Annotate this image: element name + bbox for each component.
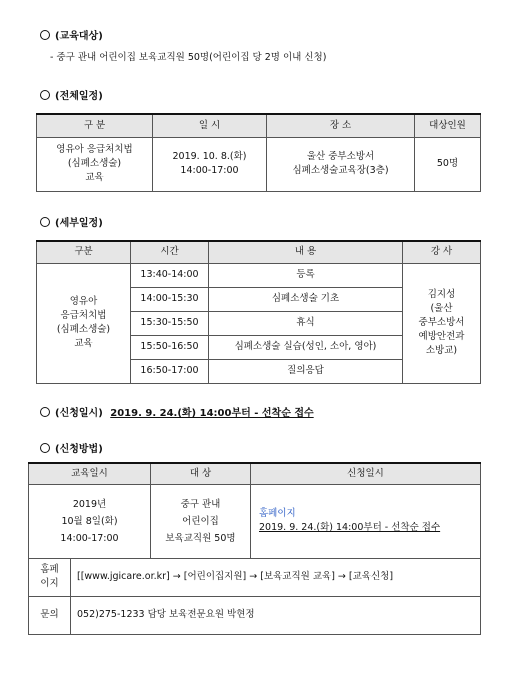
detail-time: 16:50-17:00 [131, 359, 209, 383]
overall-header-people: 대상인원 [415, 114, 481, 137]
detail-time: 14:00-15:30 [131, 287, 209, 311]
homepage-link[interactable]: 홈페이지 [259, 508, 296, 519]
target-description: - 중구 관내 어린이집 보육교직원 50명(어린이집 당 2명 이내 신청) [50, 52, 327, 63]
overall-header-place: 장 소 [267, 114, 415, 137]
section-heading-overall: (전체일정) [40, 87, 103, 102]
homepage-path[interactable]: [[www.jgicare.or.kr] → [어린이집지원] → [보육교직원 교육] → [교육신청] [71, 558, 481, 596]
apply-header-target: 대 상 [151, 463, 251, 484]
circle-icon [40, 90, 50, 100]
detail-content: 등록 [209, 263, 403, 287]
apply-edu-datetime-cell: 2019년 10월 8일(화) 14:00-17:00 [29, 484, 151, 558]
circle-icon [40, 407, 50, 417]
detail-content: 질의응답 [209, 359, 403, 383]
detail-time: 15:50-16:50 [131, 335, 209, 359]
detail-content: 휴식 [209, 311, 403, 335]
circle-icon [40, 217, 50, 227]
overall-header-category: 구 분 [37, 114, 153, 137]
detail-header-content: 내 용 [209, 241, 403, 263]
overall-header-datetime: 일 시 [153, 114, 267, 137]
contact-value: 052)275-1233 담당 보육전문요원 박현정 [71, 596, 481, 634]
detail-content: 심폐소생술 실습(성인, 소아, 영아) [209, 335, 403, 359]
apply-value: 2019. 9. 24.(화) 14:00부터 - 선착순 접수 [259, 522, 441, 533]
overall-datetime-cell: 2019. 10. 8.(화) 14:00-17:00 [153, 137, 267, 191]
contact-label: 문의 [29, 596, 71, 634]
detail-header-instructor: 강 사 [403, 241, 481, 263]
detail-content: 심폐소생술 기초 [209, 287, 403, 311]
detail-header-category: 구분 [37, 241, 131, 263]
section-heading-apply-method: (신청방법) [40, 440, 103, 455]
apply-header-datetime: 교육일시 [29, 463, 151, 484]
apply-header-apply: 신청일시 [251, 463, 481, 484]
homepage-label-cell: 홈페 이지 [29, 558, 71, 596]
section-heading-target: (교육대상) [40, 27, 103, 42]
circle-icon [40, 30, 50, 40]
section-heading-apply-date: (신청일시) 2019. 9. 24.(화) 14:00부터 - 선착순 접수 [40, 404, 314, 419]
detail-time: 13:40-14:00 [131, 263, 209, 287]
apply-method-table [28, 462, 481, 635]
detail-category-cell: 영유아 응급처치법 (심폐소생술) 교육 [37, 263, 131, 383]
overall-place-cell: 울산 중부소방서 심폐소생술교육장(3층) [267, 137, 415, 191]
circle-icon [40, 443, 50, 453]
apply-date-value: 2019. 9. 24.(화) 14:00부터 - 선착순 접수 [110, 408, 314, 419]
overall-people-cell: 50명 [415, 137, 481, 191]
section-heading-detail: (세부일정) [40, 214, 103, 229]
detail-schedule-table [36, 240, 481, 384]
apply-target-cell: 중구 관내 어린이집 보육교직원 50명 [151, 484, 251, 558]
detail-instructor-cell: 김지성 (울산 중부소방서 예방안전과 소방교) [403, 263, 481, 383]
apply-value-cell [251, 484, 481, 558]
overall-schedule-table [36, 113, 481, 192]
overall-category-cell: 영유아 응급처치법 (심폐소생술) 교육 [37, 137, 153, 191]
detail-header-time: 시간 [131, 241, 209, 263]
detail-time: 15:30-15:50 [131, 311, 209, 335]
table-row [37, 263, 481, 287]
